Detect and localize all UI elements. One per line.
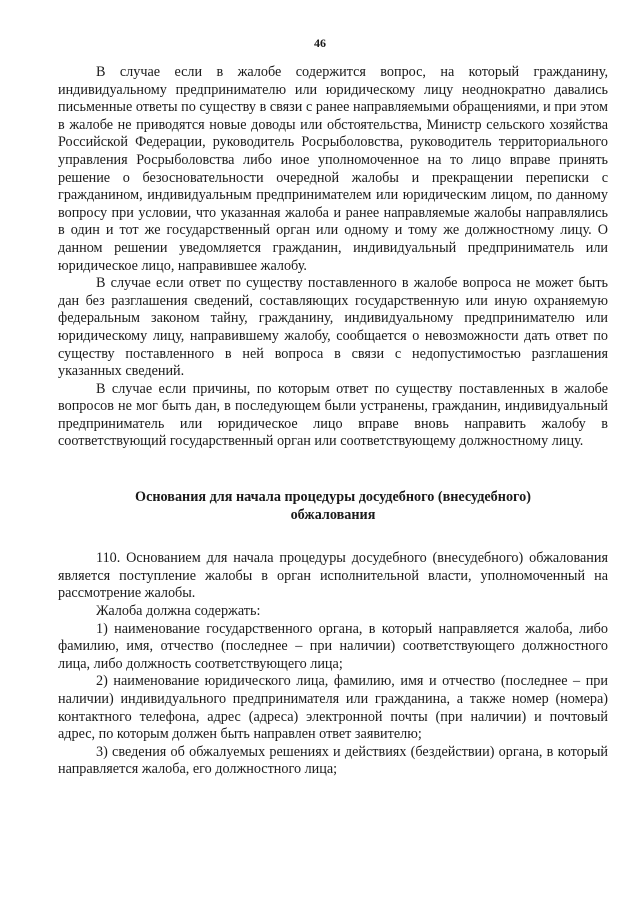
document-body (58, 64, 608, 779)
section-heading-line: Основания для начала процедуры досудебного (внесудебного) (135, 489, 531, 506)
paragraph: В случае если ответ по существу поставленного в жалобе вопроса не может быть дан без разглашения сведений, составляющих государственную или иную охраняемую федеральным законом тайну, гражданину, индивидуальному предпринимателю или юридическому лицу, направившему жалобу, сообщается о невозможности дать ответ по существу поставленного в ней вопроса в связи с недопустимостью разглашения указанных сведений. (58, 275, 608, 380)
paragraph: В случае если причины, по которым ответ по существу поставленных в жалобе вопросов не мог быть дан, в последующем были устранены, гражданин, индивидуальный предприниматель или юридическое лицо вправе вновь направить жалобу в соответствующий государственный орган или соответствующему должностному лицу. (58, 380, 608, 450)
section-heading-line: обжалования (290, 506, 376, 523)
paragraph: 110. Основанием для начала процедуры досудебного (внесудебного) обжалования является поступление жалобы в орган исполнительной власти, уполномоченный на рассмотрение жалобы. (58, 550, 608, 602)
list-item: 2) наименование юридического лица, фамилию, имя и отчество (последнее – при наличии) индивидуального предпринимателя или гражданина, а также номер (номера) контактного телефона, адрес (адреса) электронной почты (при наличии) и почтовый адрес, по которым должен быть направлен ответ заявителю; (58, 673, 608, 743)
page-number: 46 (314, 36, 326, 50)
paragraph: В случае если в жалобе содержится вопрос, на который гражданину, индивидуальному предпринимателю или юридическому лицу неоднократно давались письменные ответы по существу в связи с ранее направляемыми обращениями, и при этом в жалобе не приводятся новые доводы или обстоятельства, Министр сельского хозяйства Российской Федерации, руководитель Росрыболовства, руководитель территориального управления Росрыболовства либо иное уполномоченное на то лицо вправе принять решение о безосновательности очередной жалобы и прекращении переписки с гражданином, индивидуальным предпринимателем или юридическим лицом, по данному вопросу при условии, что указанная жалоба и ранее направляемые жалобы направлялись в один и тот же государственный орган или одному и тому же должностному лицу. О данном решении уведомляется гражданин, индивидуальный предприниматель или юридическое лицо, направившее жалобу. (58, 64, 608, 274)
paragraph: Жалоба должна содержать: (96, 603, 261, 620)
section-heading (58, 489, 608, 524)
list-item: 3) сведения об обжалуемых решениях и действиях (бездействии) органа, в который направляется жалоба, его должностного лица; (58, 743, 608, 778)
list-item: 1) наименование государственного органа, в который направляется жалоба, либо фамилию, имя, отчество (последнее – при наличии) соответствующего должностного лица, либо должность соответствующего лица; (58, 620, 608, 672)
